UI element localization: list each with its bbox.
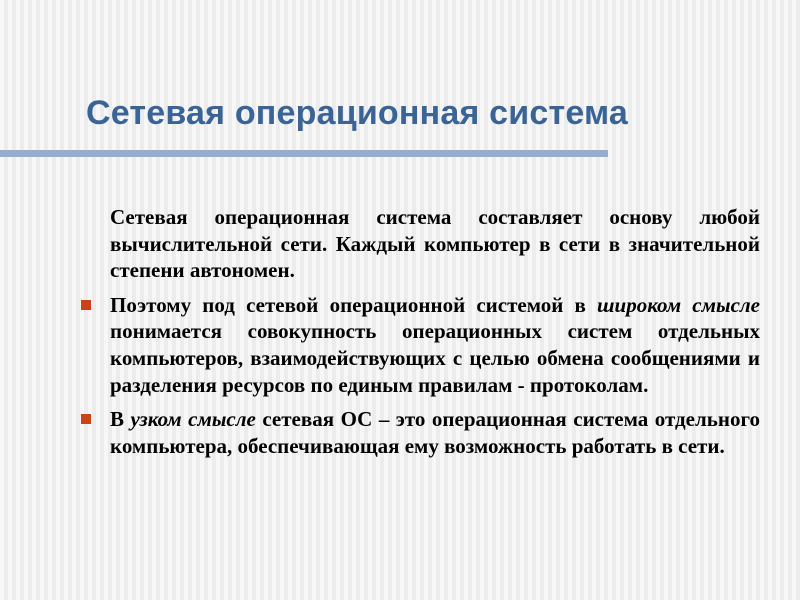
slide-title: Сетевая операционная система (86, 94, 628, 132)
bullet-item-broad-sense (80, 292, 760, 398)
bullet-text-before: Поэтому под сетевой операционной системой в (110, 292, 598, 317)
bullet-text-italic: широком смысле (597, 292, 760, 317)
bullet-text-after: сетевая ОС – это операционная система отдельного компьютера, обеспечивающая ему возможность работать в сети. (110, 407, 760, 458)
square-bullet-icon (81, 414, 91, 424)
square-bullet-icon (81, 300, 91, 310)
slide-body (80, 204, 760, 467)
bullet-text-italic: узком смысле (130, 407, 256, 432)
bullet-item-narrow-sense (80, 406, 760, 459)
paragraph-intro-text: Сетевая операционная система составляет основу любой вычислительной сети. Каждый компьютер в сети в значительной степени автономен. (110, 205, 760, 283)
paragraph-intro (80, 204, 760, 284)
bullet-text-before: В (110, 407, 131, 432)
title-underline (0, 150, 608, 157)
bullet-text-after: понимается совокупность операционных систем отдельных компьютеров, взаимодействующих с целью обмена сообщениями и разделения ресурсов по единым правилам - протоколам. (110, 319, 760, 397)
